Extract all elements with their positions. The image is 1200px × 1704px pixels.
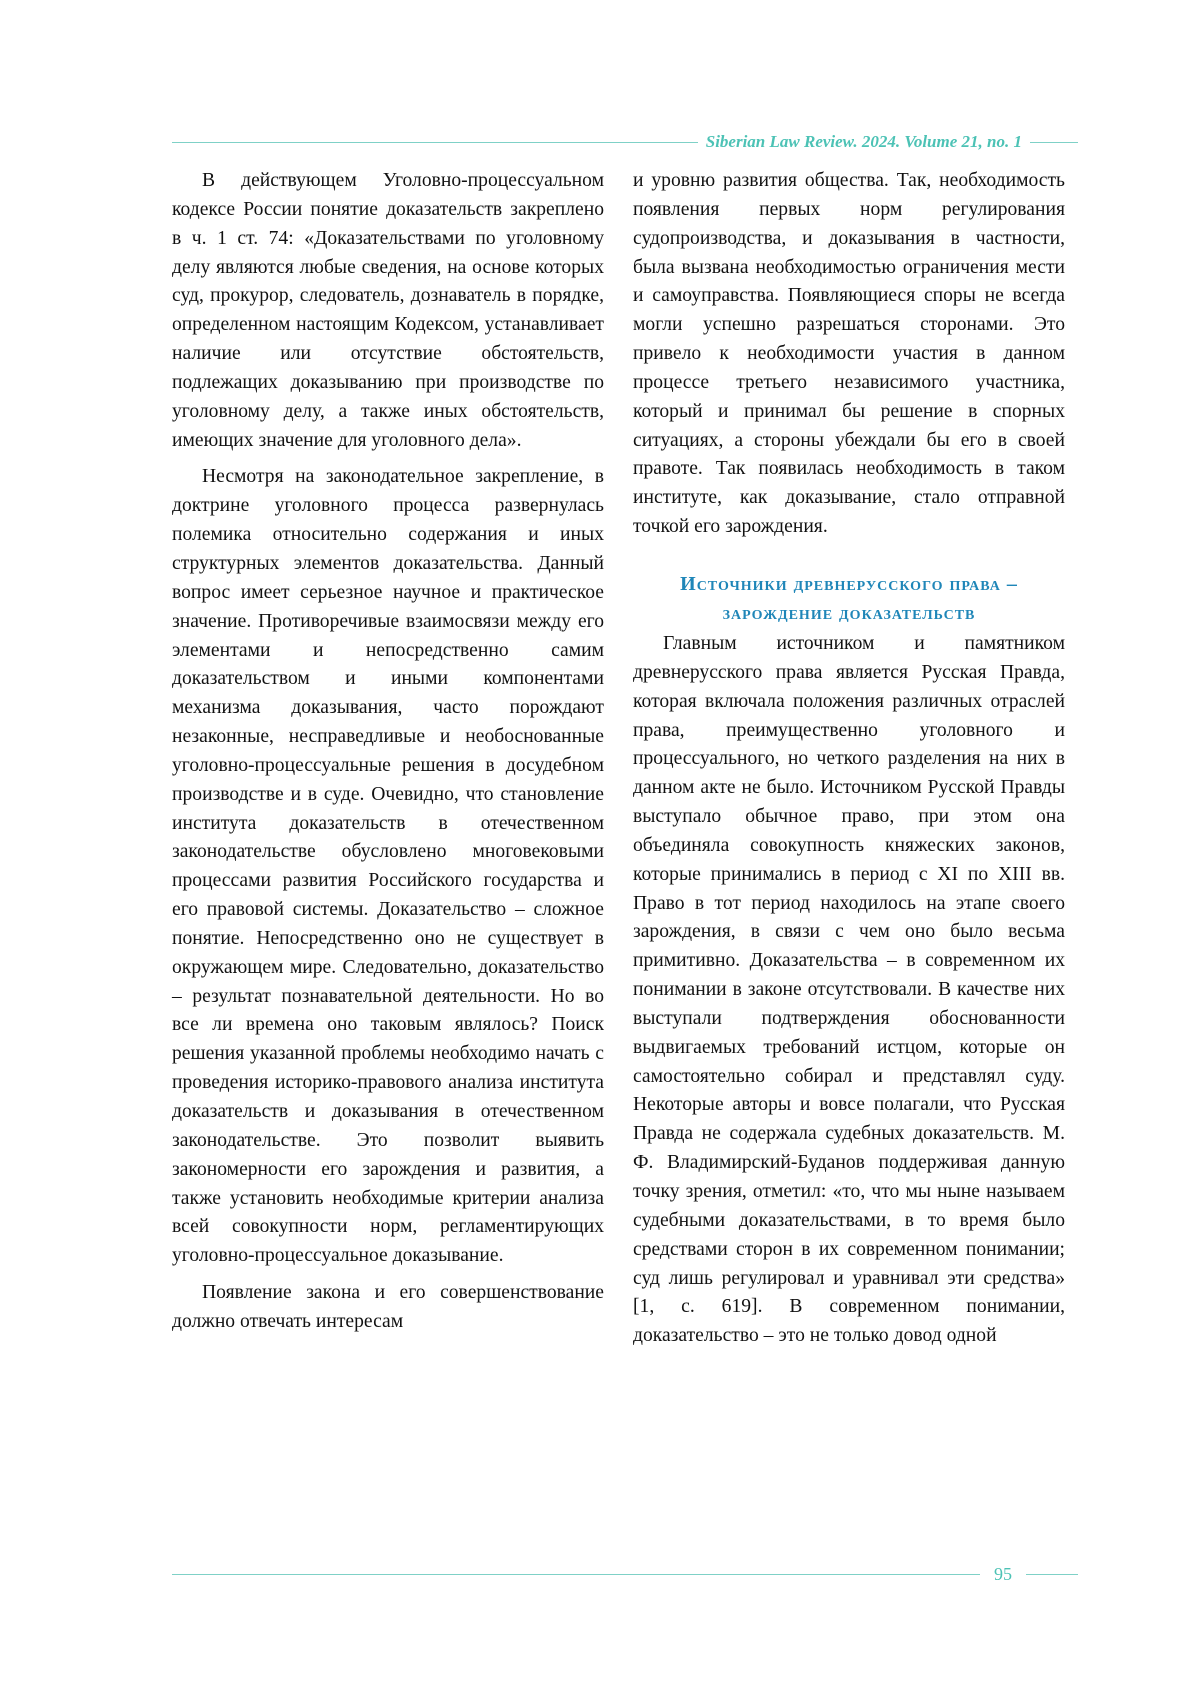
paragraph: Несмотря на законодательное закрепление, в доктрине уголовного процесса развернулась полемика относительно содержания и иных структурных элементов доказательства. Данный вопрос имеет серьезное научное и практическое значение. Противоречивые взаимосвязи между его элементами и непосредственно самим доказательством и иными компонентами механизма доказывания, часто порождают незаконные, несправедливые и необоснованные уголовно-процессуальные решения в досудебном производстве и в суде. Очевидно, что становление института доказательств в отечественном законодательстве обусловлено многовековыми процессами развития Российского государства и его правовой системы. Доказательство – сложное понятие. Непосредственно оно не существует в окружающем мире. Следовательно, доказательство – результат познавательной деятельности. Но во все ли времена оно таковым являлось? Поиск решения указанной проблемы необходимо начать с проведения историко-правового анализа института доказательств и доказывания в отечественном законодательстве. Это позволит выявить закономерности его зарождения и развития, а также установить необходимые критерии анализа всей совокупности норм, регламентирующих уголовно-процессуальное доказывание. bbox=[172, 466, 604, 1267]
journal-title: Siberian Law Review. 2024. Volume 21, no. 1 bbox=[705, 132, 1022, 151]
paragraph: Главным источником и памятником древнерусского права является Русская Правда, которая включала положения различных отраслей права, преимущественно уголовного и процессуального, но четкого разделения на них в данном акте не было. Источником Русской Правды выступало обычное право, при этом она объединяла совокупность княжеских законов, которые принимались в период с XI по XIII вв. Право в тот период находилось на этапе своего зарождения, в связи с чем оно было весьма примитивно. Доказательства – в современном их понимании в законе отсутствовали. В качестве них выступали подтверждения обоснованности выдвигаемых требований истцом, которые он самостоятельно собирал и представлял суду. Некоторые авторы и вовсе полагали, что Русская Правда не содержала судебных доказательств. М. Ф. Владимирский-Буданов поддерживая данную точку зрения, отметил: «то, что мы ныне называем судебными доказательствами, в то время было средствами сторон в их современном понимании; суд лишь регулировал и уравнивал эти средства» [1, с. 619]. В современном понимании, доказательство – это не только довод одной bbox=[633, 632, 1065, 1347]
page-number: 95 bbox=[994, 1563, 1012, 1584]
paragraph: Появление закона и его совершенствование должно отвечать интересам bbox=[172, 1282, 604, 1332]
paragraph: В действующем Уголовно-процессуальном кодексе России понятие доказательств закреплено в ч. 1 ст. 74: «Доказательствами по уголовному делу являются любые сведения, на основе которых суд, прокурор, следователь, дознаватель в порядке, определенном настоящим Кодексом, устанавливает наличие или отсутствие обстоятельств, подлежащих доказыванию при производстве по уголовному делу, а также иных обстоятельств, имеющих значение для уголовного дела». bbox=[172, 170, 604, 451]
footer-rule-right bbox=[1026, 1574, 1078, 1575]
page-footer bbox=[172, 1564, 1078, 1584]
header-rule-right bbox=[1030, 142, 1078, 143]
running-header bbox=[172, 132, 1078, 152]
section-heading bbox=[633, 570, 1065, 628]
footer-rule-left bbox=[172, 1574, 980, 1575]
section-heading-line-2: зарождение доказательств bbox=[722, 601, 976, 624]
header-rule-left bbox=[172, 142, 698, 143]
section-heading-line-1: Источники древнерусского права – bbox=[680, 572, 1018, 595]
left-column bbox=[172, 167, 604, 1337]
paragraph-continuation: и уровню развития общества. Так, необходимость появления первых норм регулирования судопроизводства, и доказывания в частности, была вызвана необходимостью ограничения мести и самоуправства. Появляющиеся споры не всегда могли успешно разрешаться сторонами. Это привело к необходимости участия в данном процессе третьего независимого участника, который и принимал бы решение в спорных ситуациях, а стороны убеждали бы его в своей правоте. Так появилась необходимость в таком институте, как доказывание, стало отправной точкой его зарождения. bbox=[633, 170, 1065, 538]
right-column bbox=[633, 167, 1065, 1351]
